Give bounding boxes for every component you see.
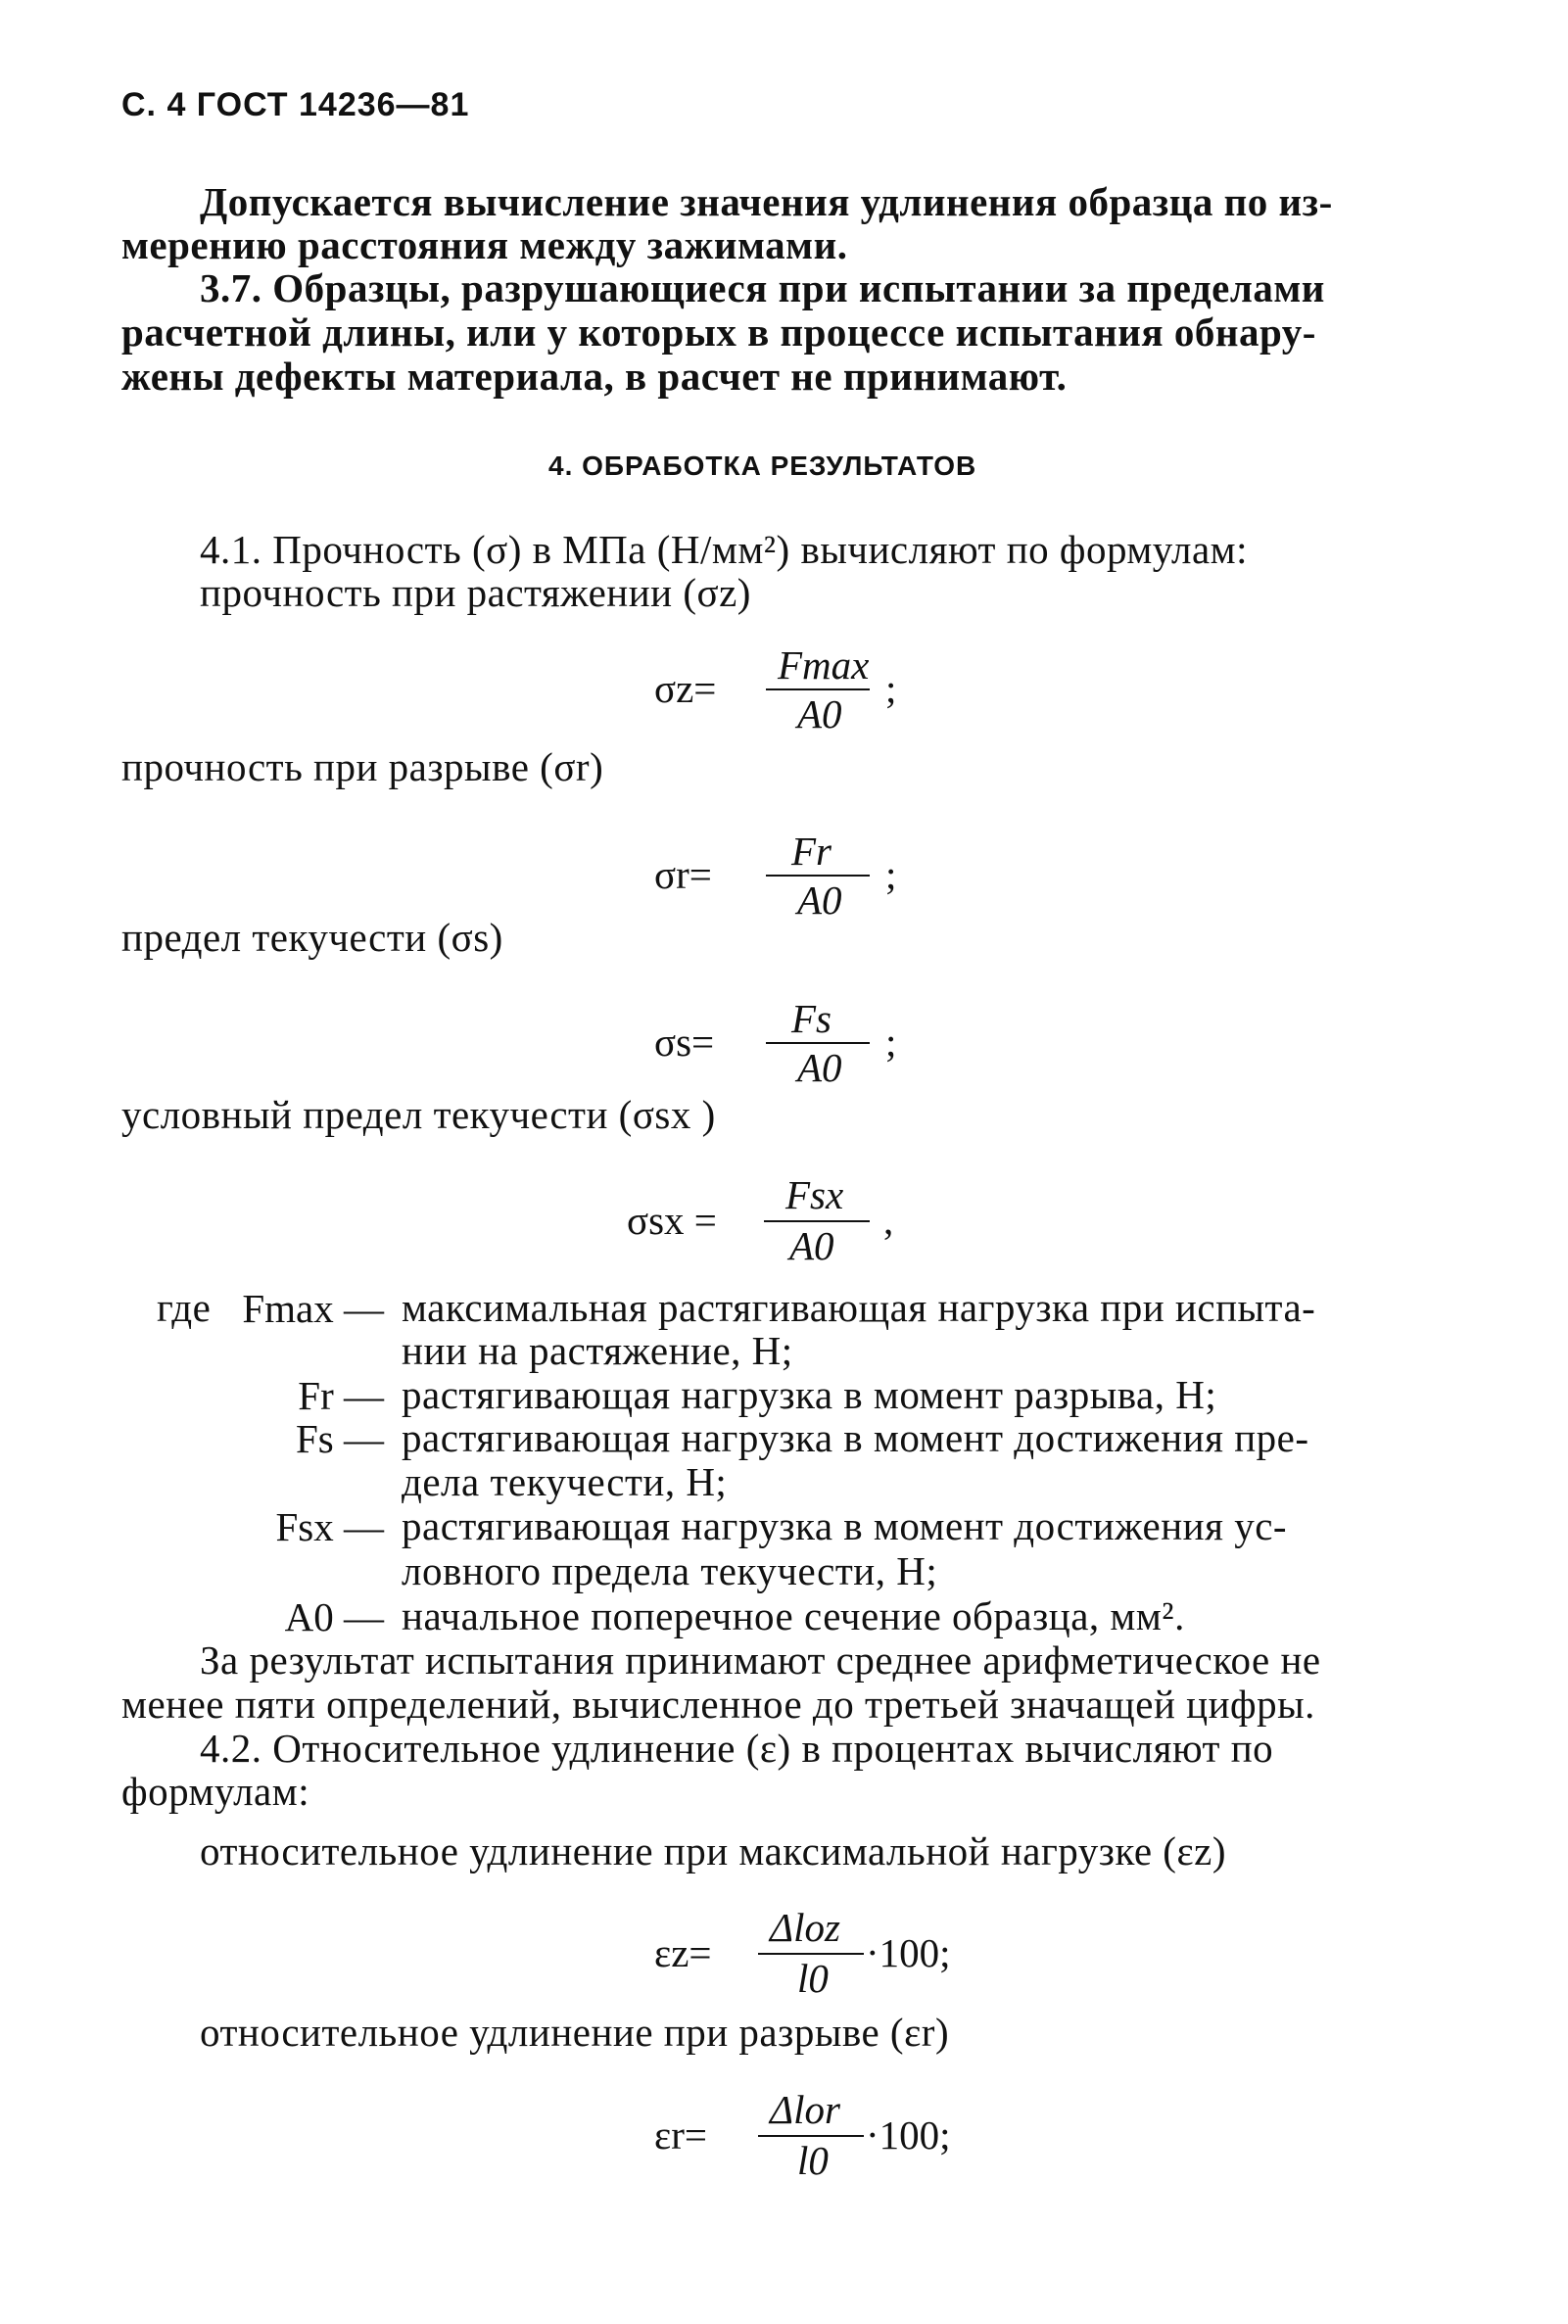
para-3-7-line-2: расчетной длины, или у которых в процессе испытания обнару- [121,309,1316,355]
page-header: С. 4 ГОСТ 14236—81 [121,86,470,123]
def-desc-fs-2: дела текучести, Н; [402,1459,728,1504]
label-yield-strength: предел текучести (σs) [121,915,503,960]
para-3-7-line-1: 3.7. Образцы, разрушающиеся при испытании за пределами [200,265,1325,310]
formula-lhs: εz= [654,1930,712,1975]
def-desc-fmax-2: нии на растяжение, Н; [402,1328,793,1373]
para-3-6-line-1: Допускается вычисление значения удлинения образца по из- [200,179,1333,224]
formula-tail: ·100; [866,1930,951,1975]
def-desc-fs-1: растягивающая нагрузка в момент достижения пре- [402,1415,1309,1460]
para-3-6-line-2: мерению расстояния между зажимами. [121,222,848,267]
label-conditional-yield: условный предел текучести (σsx ) [121,1092,716,1137]
formula-lhs: εr= [654,2112,707,2158]
def-term-fsx: Fsx — [275,1504,384,1549]
def-term-fr: Fr — [298,1373,384,1418]
formula-numerator: Δloz [770,1905,840,1950]
def-term-a0: A0 — [284,1594,384,1639]
def-desc-a0-1: начальное поперечное сечение образца, мм². [402,1593,1185,1638]
formula-lhs: σr= [654,852,712,897]
def-term-fmax: Fmax — [242,1286,384,1331]
formula-denominator: l0 [797,1956,829,2001]
formula-denominator: A0 [797,877,842,923]
def-desc-fr-1: растягивающая нагрузка в момент разрыва, Н; [402,1372,1217,1417]
def-term-fs: Fs — [295,1416,384,1461]
para-4-2-line-1: 4.2. Относительное удлинение (ε) в процентах вычисляют по [200,1726,1274,1771]
para-4-1-line-1: 4.1. Прочность (σ) в МПа (Н/мм²) вычисляют по формулам: [200,527,1248,572]
formula-tail: ; [885,852,897,897]
formula-lhs: σsx = [627,1198,717,1243]
label-break-strength: прочность при разрыве (σr) [121,744,604,789]
para-4-1-line-2: прочность при растяжении (σz) [200,570,751,615]
def-desc-fsx-1: растягивающая нагрузка в момент достижения ус- [402,1503,1288,1548]
para-4-2-line-2: формулам: [121,1769,310,1814]
formula-lhs: σs= [654,1020,715,1065]
formula-tail: ; [885,666,897,711]
formula-denominator: l0 [797,2138,829,2183]
formula-numerator: Fmax [778,642,870,688]
formula-numerator: Fs [791,996,832,1041]
formula-numerator: Fr [791,829,832,874]
def-desc-fsx-2: ловного предела текучести, Н; [402,1548,938,1593]
label-elongation-break: относительное удлинение при разрыве (εr) [200,2010,950,2055]
formula-numerator: Δlor [770,2087,840,2132]
formula-denominator: A0 [797,1045,842,1090]
para-4-2-line-3: относительное удлинение при максимальной нагрузке (εz) [200,1828,1227,1873]
def-desc-fmax-1: максимальная растягивающая нагрузка при испыта- [402,1285,1316,1330]
result-note-line-1: За результат испытания принимают среднее арифметическое не [200,1637,1321,1683]
result-note-line-2: менее пяти определений, вычисленное до третьей значащей цифры. [121,1682,1315,1727]
formula-lhs: σz= [654,666,717,711]
formula-numerator: Fsx [785,1172,844,1217]
para-3-7-line-3: жены дефекты материала, в расчет не принимают. [121,354,1068,399]
formula-denominator: A0 [789,1223,834,1268]
formula-tail: ·100; [866,2112,951,2158]
formula-tail: , [883,1198,894,1243]
formula-tail: ; [885,1020,897,1065]
section-title: 4. ОБРАБОТКА РЕЗУЛЬТАТОВ [548,451,977,481]
formula-denominator: A0 [797,691,842,736]
definitions-where: где [157,1285,212,1330]
